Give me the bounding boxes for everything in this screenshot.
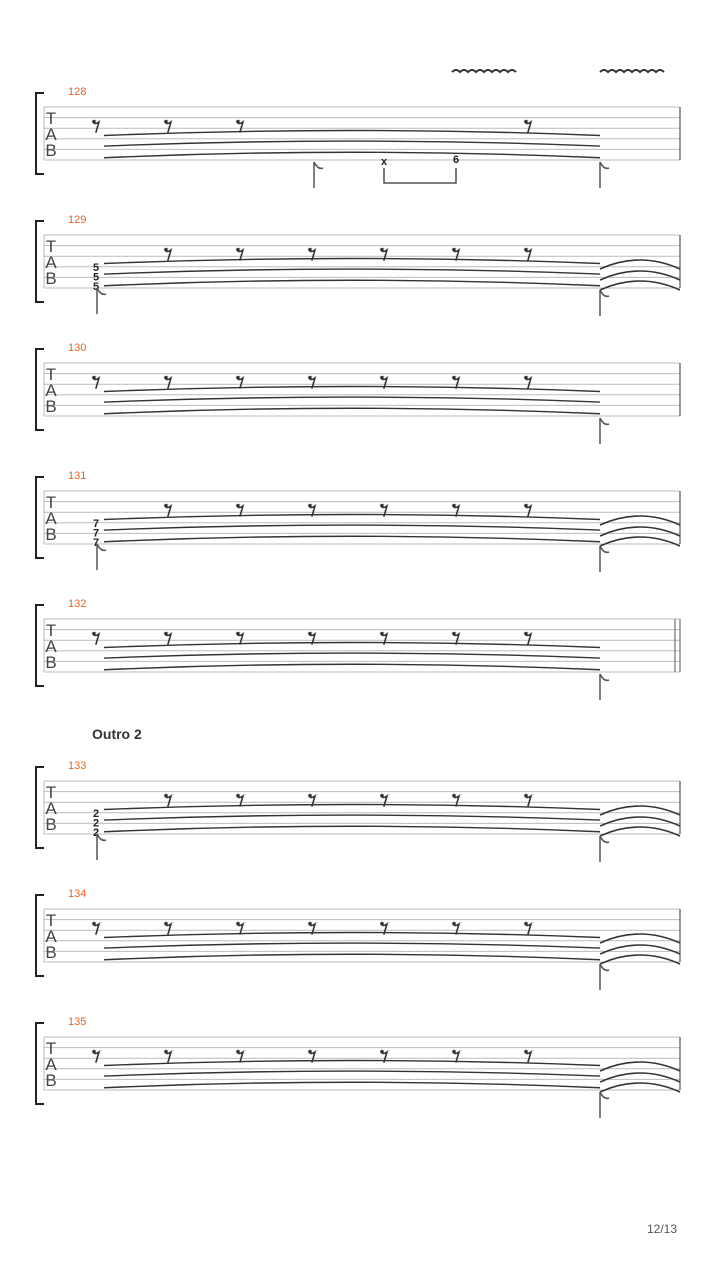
tab-clef-t: T [45, 1039, 57, 1058]
eighth-rest [237, 122, 243, 132]
page-number: 12/13 [646, 1222, 677, 1236]
rest-dot [380, 922, 384, 926]
eighth-rest [525, 1052, 531, 1062]
note-stem-flag [600, 162, 609, 188]
eighth-rest [453, 250, 459, 260]
note-stem-flag [600, 290, 609, 316]
eighth-rest [237, 796, 243, 806]
tie-arc [104, 826, 600, 832]
note-stem-flag [314, 162, 323, 188]
rest-dot [524, 248, 528, 252]
measure-number: 128 [68, 86, 87, 98]
system-bracket [36, 895, 44, 976]
rest-dot [380, 248, 384, 252]
rest-dot [380, 376, 384, 380]
rest-dot [236, 120, 240, 124]
note-stem-flag [600, 546, 609, 572]
fret-number: 2 [92, 817, 100, 830]
tie-arc [104, 152, 600, 158]
eighth-rest [525, 634, 531, 644]
fret-number: 2 [92, 827, 100, 839]
measure-number: 131 [68, 470, 87, 482]
tab-clef-a: A [45, 381, 57, 400]
rest-dot [236, 922, 240, 926]
rest-dot [452, 794, 456, 798]
tab-clef-b: B [45, 943, 57, 962]
eighth-rest [525, 378, 531, 388]
eighth-rest [453, 634, 459, 644]
tie-arc [104, 643, 600, 648]
rest-dot [92, 376, 96, 380]
rest-dot [164, 376, 168, 380]
eighth-rest [453, 506, 459, 516]
tab-clef-a: A [45, 509, 57, 528]
eighth-rest [165, 634, 171, 644]
rest-dot [92, 120, 96, 124]
tie-arc [104, 387, 600, 392]
rest-dot [236, 794, 240, 798]
system-bracket [36, 477, 44, 558]
tab-clef-t: T [45, 493, 57, 512]
tab-system [36, 888, 680, 990]
rest-dot [164, 1050, 168, 1054]
rest-dot [236, 632, 240, 636]
rest-dot [164, 248, 168, 252]
section-label: Outro 2 [92, 726, 142, 742]
tab-clef-t: T [45, 911, 57, 930]
eighth-rest [237, 924, 243, 934]
eighth-rest [93, 1052, 99, 1062]
tab-clef-t: T [45, 621, 57, 640]
tab-clef-b: B [45, 141, 57, 160]
measure-number: 129 [68, 214, 87, 226]
tie-arc [104, 933, 600, 938]
system-bracket [36, 93, 44, 174]
note-stem-flag [600, 418, 609, 444]
measure-number: 132 [68, 598, 87, 610]
eighth-rest [165, 506, 171, 516]
tie-arc [104, 805, 600, 810]
system-bracket [36, 221, 44, 302]
eighth-rest [453, 796, 459, 806]
tab-system [36, 760, 680, 862]
tab-system [36, 342, 680, 444]
tie-arc-out [600, 945, 680, 954]
rest-dot [236, 376, 240, 380]
fret-number: 6 [452, 154, 460, 166]
system-bracket [36, 605, 44, 686]
tie-arc [104, 141, 600, 146]
tab-clef-t: T [45, 237, 57, 256]
tab-clef-a: A [45, 253, 57, 272]
fret-number: 7 [92, 518, 100, 530]
tie-arc-out [600, 1062, 680, 1071]
tie-arc [104, 515, 600, 520]
tie-arc [104, 269, 600, 274]
rest-dot [380, 504, 384, 508]
rest-dot [452, 632, 456, 636]
tab-system [36, 598, 680, 700]
eighth-rest [165, 122, 171, 132]
rest-dot [92, 632, 96, 636]
tab-clef-b: B [45, 815, 57, 834]
tie-arc-out [600, 527, 680, 536]
tie-arc [104, 943, 600, 948]
fret-number: 5 [92, 271, 100, 284]
measure-number: 134 [68, 888, 87, 900]
rest-dot [380, 794, 384, 798]
rest-dot [524, 922, 528, 926]
rest-dot [164, 794, 168, 798]
rest-dot [308, 632, 312, 636]
rest-dot [452, 922, 456, 926]
rest-dot [308, 1050, 312, 1054]
rest-dot [524, 632, 528, 636]
tie-arc [104, 259, 600, 264]
tab-clef-a: A [45, 125, 57, 144]
tie-arc-out [600, 281, 680, 290]
tab-clef-a: A [45, 799, 57, 818]
eighth-rest [93, 378, 99, 388]
tie-arc [104, 131, 600, 136]
rest-dot [452, 1050, 456, 1054]
fret-number: 5 [92, 262, 100, 274]
rest-dot [92, 1050, 96, 1054]
tab-clef-b: B [45, 269, 57, 288]
tab-clef-a: A [45, 637, 57, 656]
rest-dot [308, 922, 312, 926]
rest-dot [92, 922, 96, 926]
rest-dot [524, 504, 528, 508]
eighth-rest [525, 250, 531, 260]
rest-dot [524, 1050, 528, 1054]
eighth-rest [237, 1052, 243, 1062]
fret-number: 2 [92, 808, 100, 820]
rest-dot [236, 1050, 240, 1054]
tab-clef-b: B [45, 653, 57, 672]
vibrato-mark [452, 70, 516, 72]
rest-dot [164, 632, 168, 636]
eighth-rest [237, 634, 243, 644]
system-bracket [36, 1023, 44, 1104]
eighth-rest [165, 924, 171, 934]
tie-arc [104, 536, 600, 542]
rest-dot [380, 1050, 384, 1054]
eighth-rest [93, 634, 99, 644]
eighth-rest [453, 924, 459, 934]
rest-dot [452, 376, 456, 380]
rest-dot [164, 504, 168, 508]
rest-dot [308, 504, 312, 508]
eighth-rest [165, 378, 171, 388]
tie-arc-out [600, 516, 680, 525]
note-stem-flag [600, 964, 609, 990]
tab-system [36, 70, 680, 188]
eighth-rest [525, 122, 531, 132]
rest-dot [524, 120, 528, 124]
tie-arc-out [600, 1073, 680, 1082]
tab-system [36, 214, 680, 316]
tie-arc-out [600, 806, 680, 815]
tie-arc [104, 815, 600, 820]
tie-arc [104, 954, 600, 960]
rest-dot [308, 376, 312, 380]
eighth-rest [237, 250, 243, 260]
tie-arc [104, 1082, 600, 1088]
system-bracket [36, 767, 44, 848]
tie-arc-out [600, 1083, 680, 1092]
tab-clef-t: T [45, 365, 57, 384]
measure-number: 130 [68, 342, 87, 354]
rest-dot [524, 376, 528, 380]
tab-clef-t: T [45, 783, 57, 802]
rest-dot [308, 248, 312, 252]
eighth-rest [525, 506, 531, 516]
eighth-rest [165, 796, 171, 806]
rest-dot [524, 794, 528, 798]
tie-arc-out [600, 955, 680, 964]
tie-arc [104, 280, 600, 286]
eighth-rest [453, 378, 459, 388]
tie-arc [104, 397, 600, 402]
tie-arc [104, 1071, 600, 1076]
rest-dot [164, 922, 168, 926]
tie-arc-out [600, 271, 680, 280]
rest-dot [164, 120, 168, 124]
beam-bracket [384, 168, 456, 183]
eighth-rest [525, 796, 531, 806]
tie-arc [104, 525, 600, 530]
tie-arc-out [600, 537, 680, 546]
tie-arc-out [600, 260, 680, 269]
eighth-rest [453, 1052, 459, 1062]
tie-arc [104, 653, 600, 658]
measure-number: 133 [68, 760, 87, 772]
eighth-rest [93, 122, 99, 132]
tab-system [36, 470, 680, 572]
tab-clef-b: B [45, 1071, 57, 1090]
eighth-rest [165, 250, 171, 260]
rest-dot [236, 248, 240, 252]
fret-number: 7 [92, 527, 100, 540]
fret-number: 5 [92, 281, 100, 293]
measure-number: 135 [68, 1016, 87, 1028]
note-stem-flag [600, 1092, 609, 1118]
tie-arc-out [600, 827, 680, 836]
eighth-rest [93, 924, 99, 934]
tie-arc-out [600, 934, 680, 943]
rest-dot [452, 504, 456, 508]
note-stem-flag [600, 674, 609, 700]
tab-clef-b: B [45, 397, 57, 416]
tab-clef-a: A [45, 1055, 57, 1074]
eighth-rest [237, 506, 243, 516]
tie-arc [104, 664, 600, 670]
vibrato-mark [600, 70, 664, 72]
tab-clef-b: B [45, 525, 57, 544]
tab-system [36, 1016, 680, 1118]
rest-dot [452, 248, 456, 252]
rest-dot [380, 632, 384, 636]
tie-arc [104, 1061, 600, 1066]
eighth-rest [165, 1052, 171, 1062]
tie-arc-out [600, 817, 680, 826]
note-stem-flag [600, 836, 609, 862]
rest-dot [236, 504, 240, 508]
eighth-rest [525, 924, 531, 934]
fret-number: 7 [92, 537, 100, 549]
tab-clef-t: T [45, 109, 57, 128]
eighth-rest [237, 378, 243, 388]
system-bracket [36, 349, 44, 430]
fret-number: x [380, 156, 388, 168]
rest-dot [308, 794, 312, 798]
tie-arc [104, 408, 600, 414]
tab-clef-a: A [45, 927, 57, 946]
